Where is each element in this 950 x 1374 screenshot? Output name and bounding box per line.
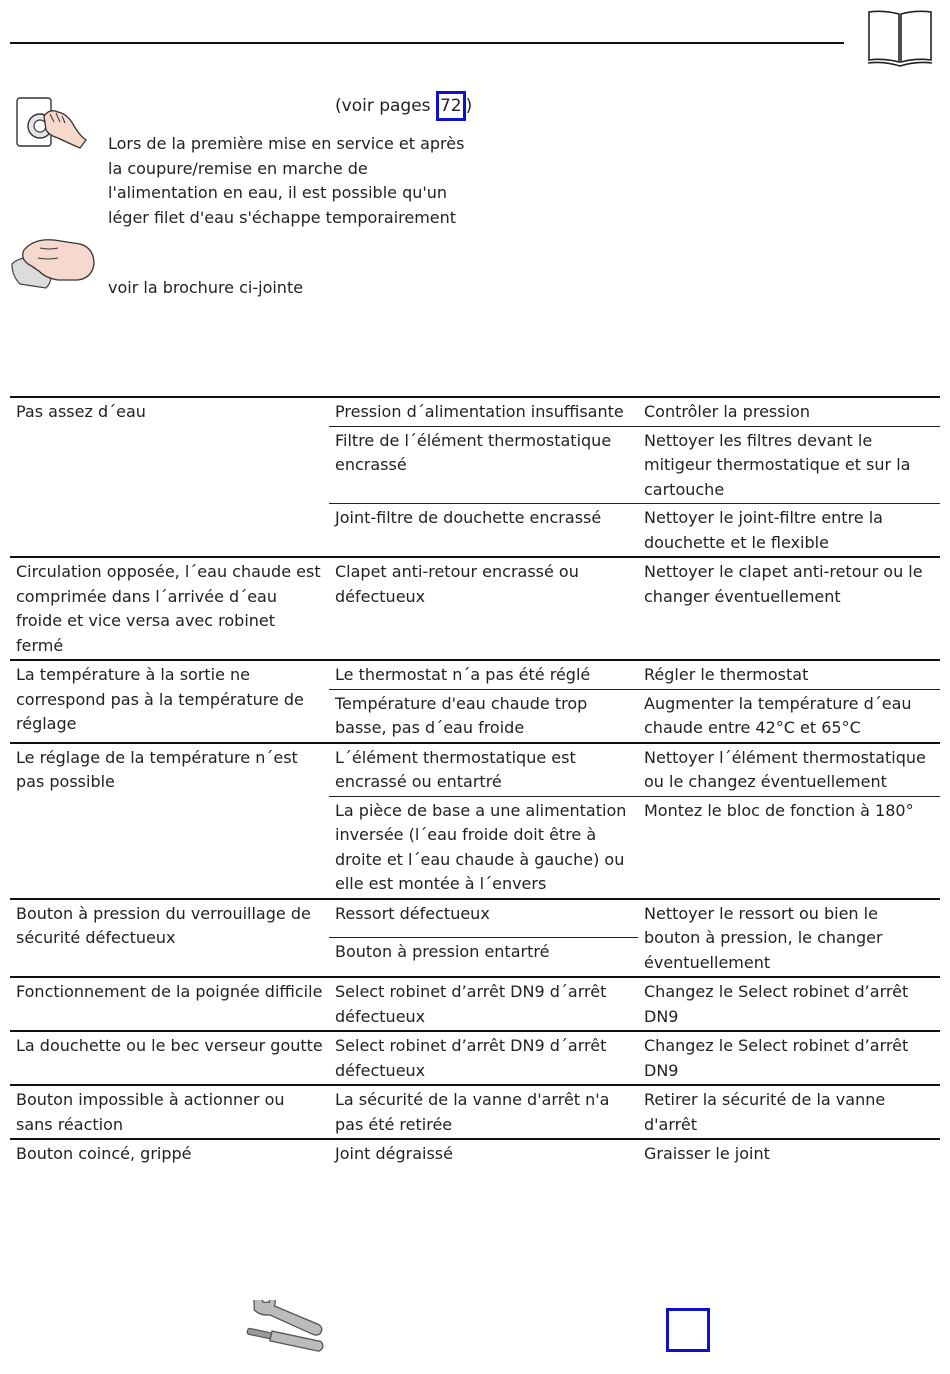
table-row [10,1031,940,1085]
cause-cell: Select robinet d’arrêt DN9 d´arrêt défectueux [329,1031,638,1085]
remedy-cell: Nettoyer le joint-filtre entre la douchette et le flexible [638,504,940,558]
faucet-knob-hand-icon [14,92,88,150]
remedy-cell: Changez le Select robinet d’arrêt DN9 [638,977,940,1031]
problem-cell: La douchette ou le bec verseur goutte [10,1031,329,1085]
remedy-cell: Contrôler la pression [638,397,940,426]
problem-cell: Le réglage de la température n´est pas possible [10,743,329,899]
first-use-note: Lors de la première mise en service et après la coupure/remise en marche de l'alimentation en eau, il est possible qu'un léger filet d'eau s'échappe temporairement [108,134,465,227]
problem-cell: Bouton coincé, grippé [10,1139,329,1168]
cause-cell: Température d'eau chaude trop basse, pas d´eau froide [329,689,638,743]
remedy-cell: Régler le thermostat [638,660,940,689]
cause-cell: Le thermostat n´a pas été réglé [329,660,638,689]
cleaning-note: voir la brochure ci-jointe [108,278,304,297]
cause-cell: Bouton à pression entartré [329,938,638,977]
cause-cell: Joint dégraissé [329,1139,638,1168]
table-row [10,1139,940,1168]
page-reference [335,91,472,121]
cause-cell: Pression d´alimentation insuffisante [329,397,638,426]
header-rule [10,42,844,44]
cause-cell: Select robinet d’arrêt DN9 d´arrêt défectueux [329,977,638,1031]
problem-cell: Fonctionnement de la poignée difficile [10,977,329,1031]
cause-cell: La sécurité de la vanne d'arrêt n'a pas été retirée [329,1085,638,1139]
remedy-cell: Nettoyer les filtres devant le mitigeur thermostatique et sur la cartouche [638,426,940,504]
problem-cell: Bouton impossible à actionner ou sans réaction [10,1085,329,1139]
troubleshooting-table [10,396,940,1168]
cause-cell: Filtre de l´élément thermostatique encrassé [329,426,638,504]
hand-cloth-icon [10,236,96,292]
table-row [10,1085,940,1139]
remedy-cell: Montez le bloc de fonction à 180° [638,796,940,899]
problem-cell: La température à la sortie ne correspond pas à la température de réglage [10,660,329,743]
table-row [10,743,940,797]
remedy-cell: Nettoyer le clapet anti-retour ou le changer éventuellement [638,557,940,660]
reference-suffix: ) [465,96,473,116]
remedy-cell: Graisser le joint [638,1139,940,1168]
problem-cell: Bouton à pression du verrouillage de sécurité défectueux [10,899,329,978]
problem-cell: Pas assez d´eau [10,397,329,557]
remedy-cell: Nettoyer le ressort ou bien le bouton à pression, le changer éventuellement [638,899,940,978]
cause-cell: La pièce de base a une alimentation inversée (l´eau froide doit être à droite et l´eau chaude à gauche) ou elle est montée à l´envers [329,796,638,899]
remedy-cell: Changez le Select robinet d’arrêt DN9 [638,1031,940,1085]
remedy-cell: Retirer la sécurité de la vanne d'arrêt [638,1085,940,1139]
cause-cell: Joint-filtre de douchette encrassé [329,504,638,558]
page-number-box[interactable] [666,1308,710,1352]
remedy-cell: Nettoyer l´élément thermostatique ou le changez éventuellement [638,743,940,797]
table-row [10,557,940,660]
problem-cell: Circulation opposée, l´eau chaude est comprimée dans l´arrivée d´eau froide et vice versa avec robinet fermé [10,557,329,660]
cause-cell: L´élément thermostatique est encrassé ou entartré [329,743,638,797]
table-row [10,660,940,689]
page-reference-link[interactable]: 72 [436,91,466,121]
cause-cell: Clapet anti-retour encrassé ou défectueux [329,557,638,660]
remedy-cell: Augmenter la température d´eau chaude entre 42°C et 65°C [638,689,940,743]
book-icon [866,10,934,68]
table-row [10,977,940,1031]
cause-cell: Ressort défectueux [329,899,638,938]
table-row [10,397,940,426]
wrench-screwdriver-icon [240,1300,330,1360]
reference-prefix: (voir pages [335,96,436,116]
table-row [10,899,940,938]
